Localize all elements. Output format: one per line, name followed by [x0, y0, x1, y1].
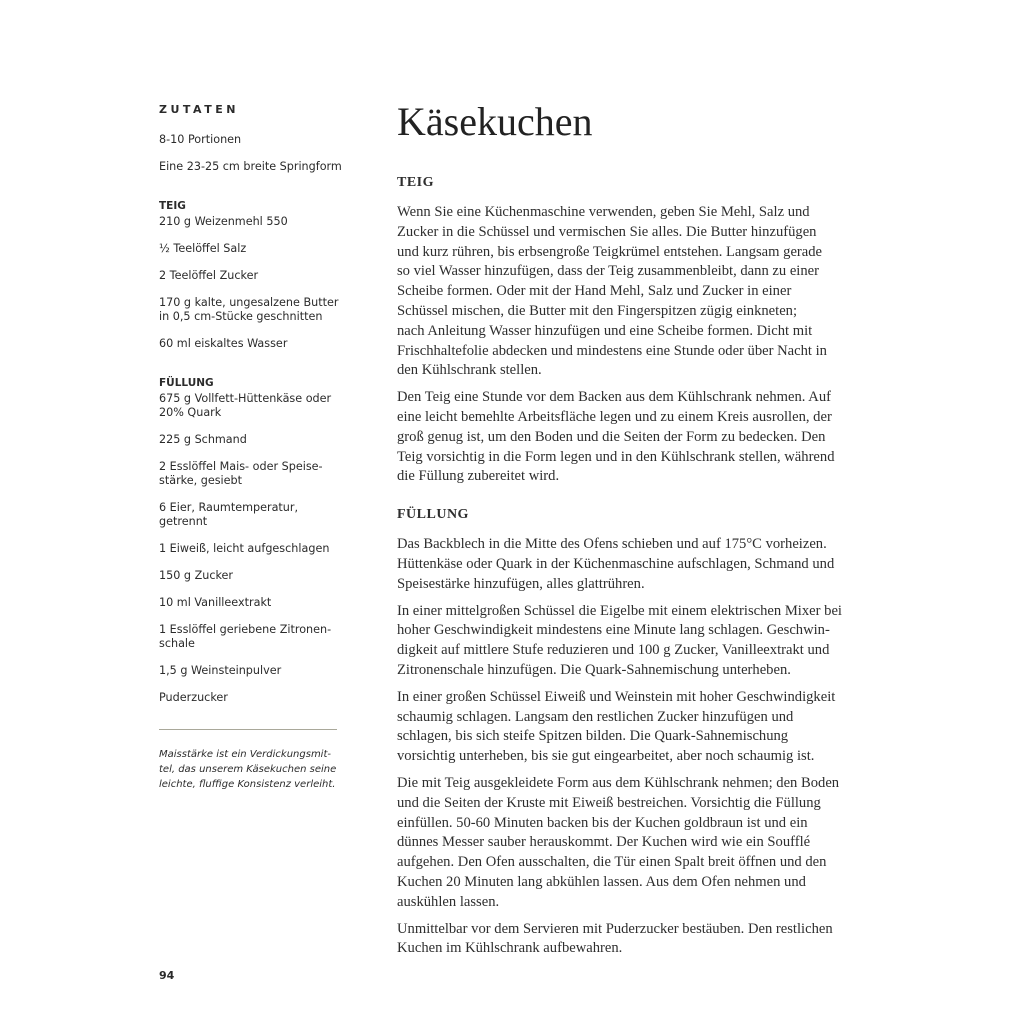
- text-line: Teig vorsichtig in die Form legen und in den Kühlschrank stellen, während: [397, 448, 835, 465]
- text-line: 10 ml Vanilleextrakt: [159, 596, 272, 609]
- text-line: 1 Eiweiß, leicht aufgeschlagen: [159, 542, 330, 555]
- text-line: ½ Teelöffel Salz: [159, 242, 247, 255]
- page-number: 94: [159, 969, 175, 982]
- text-line: schlagen, bis sich steife Spitzen bilden. Die Quark-Sahnemischung: [397, 728, 789, 745]
- text-line: dünnes Messer sauber herauskommt. Der Kuchen wird wie ein Soufflé: [397, 834, 811, 851]
- ingredient-item: [159, 569, 344, 583]
- text-line: Frischhaltefolie abdecken und mindestens eine Stunde oder über Nacht in: [397, 342, 827, 359]
- text-line: 2 Teelöffel Zucker: [159, 269, 259, 282]
- text-line: Speisestärke hinzufügen, alles glattrühren.: [397, 575, 645, 592]
- recipe-title: Käsekuchen: [397, 99, 593, 144]
- ingredients-sidebar: [159, 103, 344, 792]
- text-line: 210 g Weizenmehl 550: [159, 215, 288, 228]
- text-line: nach Anleitung Wasser hinzufügen und eine Scheibe formen. Dicht mit: [397, 322, 813, 339]
- text-line: 20% Quark: [159, 406, 222, 419]
- ingredient-item: [159, 215, 344, 229]
- text-line: 225 g Schmand: [159, 433, 247, 446]
- ingredient-item: [159, 501, 344, 529]
- ingredient-item: [159, 296, 344, 324]
- text-line: Zitronenschale hinzufügen. Die Quark-Sahnemischung unterheben.: [397, 661, 791, 678]
- text-line: 60 ml eiskaltes Wasser: [159, 337, 288, 350]
- text-line: und die Seiten der Kruste mit Eiweiß bestreichen. Vorsichtig die Füllung: [397, 794, 821, 811]
- text-line: 675 g Vollfett-Hüttenkäse oder: [159, 392, 332, 405]
- text-line: Die mit Teig ausgekleidete Form aus dem Kühlschrank nehmen; den Boden: [397, 774, 840, 791]
- ingredient-item: [159, 623, 344, 651]
- text-line: stärke, gesiebt: [159, 474, 243, 487]
- text-line: 1,5 g Weinsteinpulver: [159, 664, 282, 677]
- text-line: digkeit auf mittlere Stufe reduzieren und 100 g Zucker, Vanilleextrakt und: [397, 642, 830, 659]
- fuellung-ingredients-heading: FÜLLUNG: [159, 377, 214, 389]
- text-line: den Kühlschrank stellen.: [397, 362, 542, 379]
- ingredient-item: [159, 460, 344, 488]
- text-line: 6 Eier, Raumtemperatur, getrennt: [159, 501, 299, 528]
- text-line: 170 g kalte, ungesalzene Butter: [159, 296, 339, 309]
- text-line: Unmittelbar vor dem Servieren mit Puderzucker bestäuben. Den restlichen: [397, 920, 833, 937]
- ingredient-item: [159, 242, 344, 256]
- text-line: hoher Geschwindigkeit mindestens eine Minute lang schlagen. Geschwin-: [397, 622, 830, 639]
- text-line: tel, das unserem Käsekuchen seine: [159, 764, 337, 775]
- sidebar-note: [159, 747, 344, 792]
- ingredient-item: [159, 691, 344, 705]
- text-line: In einer mittelgroßen Schüssel die Eigelbe mit einem elektrischen Mixer bei: [397, 602, 842, 619]
- text-line: groß genug ist, um den Boden und die Seiten der Form zu bedecken. Den: [397, 428, 826, 445]
- text-line: einfüllen. 50-60 Minuten backen bis der Kuchen goldbraun ist und ein: [397, 814, 808, 831]
- ingredient-item: [159, 596, 344, 610]
- divider: [159, 729, 337, 730]
- text-line: schaumig schlagen. Langsam den restlichen Zucker hinzufügen und: [397, 708, 794, 725]
- text-line: Wenn Sie eine Küchenmaschine verwenden, geben Sie Mehl, Salz und: [397, 204, 810, 220]
- text-line: eine leicht bemehlte Arbeitsfläche legen und zu einem Kreis ausrollen, der: [397, 408, 832, 425]
- text-line: 150 g Zucker: [159, 569, 234, 582]
- ingredient-item: [159, 433, 344, 447]
- instruction-paragraph: [397, 203, 867, 381]
- text-line: Den Teig eine Stunde vor dem Backen aus dem Kühlschrank nehmen. Auf: [397, 389, 831, 406]
- instruction-paragraph: [397, 920, 867, 960]
- text-line: schale: [159, 637, 195, 650]
- ingredient-item: [159, 392, 344, 420]
- recipe-main: [397, 98, 867, 966]
- ingredient-item: [159, 542, 344, 556]
- text-line: Das Backblech in die Mitte des Ofens schieben und auf 175°C vorheizen.: [397, 536, 827, 553]
- teig-ingredients-heading: TEIG: [159, 200, 186, 212]
- text-line: In einer großen Schüssel Eiweiß und Weinstein mit hoher Geschwindigkeit: [397, 688, 836, 705]
- serving-info: Eine 23-25 cm breite Springform: [159, 160, 342, 173]
- text-line: Kuchen 20 Minuten lang abkühlen lassen. Aus dem Ofen nehmen und: [397, 873, 806, 890]
- instruction-paragraph: [397, 388, 867, 487]
- ingredient-item: [159, 269, 344, 283]
- text-line: vorsichtig unterheben, bis sie gut eingearbeitet, aber noch schaumig ist.: [397, 748, 815, 765]
- text-line: und kurz rühren, bis erbsengroße Teigkrümel entstehen. Langsam gerade: [397, 243, 823, 260]
- text-line: auskühlen lassen.: [397, 893, 500, 910]
- text-line: Kuchen im Kühlschrank aufbewahren.: [397, 940, 623, 957]
- instruction-paragraph: [397, 688, 867, 767]
- text-line: Scheibe formen. Oder mit der Hand Mehl, Salz und Zucker in einer: [397, 283, 792, 300]
- text-line: 2 Esslöffel Mais- oder Speise-: [159, 460, 323, 473]
- section-heading: TEIG: [397, 175, 435, 190]
- text-line: 1 Esslöffel geriebene Zitronen-: [159, 623, 332, 636]
- text-line: Maisstärke ist ein Verdickungsmit-: [159, 749, 331, 760]
- text-line: die Füllung zubereitet wird.: [397, 468, 560, 485]
- text-line: Zucker in die Schüssel und vermischen Sie alles. Die Butter hinzufügen: [397, 223, 817, 240]
- text-line: Hüttenkäse oder Quark in der Küchenmaschine aufschlagen, Schmand und: [397, 555, 835, 572]
- text-line: in 0,5 cm-Stücke geschnitten: [159, 310, 323, 323]
- instruction-paragraph: [397, 535, 867, 594]
- ingredient-item: [159, 337, 344, 351]
- ingredients-heading: ZUTATEN: [159, 103, 239, 116]
- text-line: Schüssel mischen, die Butter mit den Fingerspitzen zügig einkneten;: [397, 302, 798, 319]
- section-heading: FÜLLUNG: [397, 507, 469, 523]
- text-line: so viel Wasser hinzufügen, dass der Teig zusammenbleibt, dann zu einer: [397, 263, 819, 280]
- ingredient-item: [159, 664, 344, 678]
- text-line: aufgehen. Den Ofen ausschalten, die Tür einen Spalt breit öffnen und den: [397, 854, 827, 871]
- instruction-paragraph: [397, 602, 867, 681]
- instruction-paragraph: [397, 774, 867, 913]
- text-line: leichte, fluffige Konsistenz verleiht.: [159, 779, 336, 790]
- serving-info: 8-10 Portionen: [159, 133, 242, 146]
- text-line: Puderzucker: [159, 691, 228, 704]
